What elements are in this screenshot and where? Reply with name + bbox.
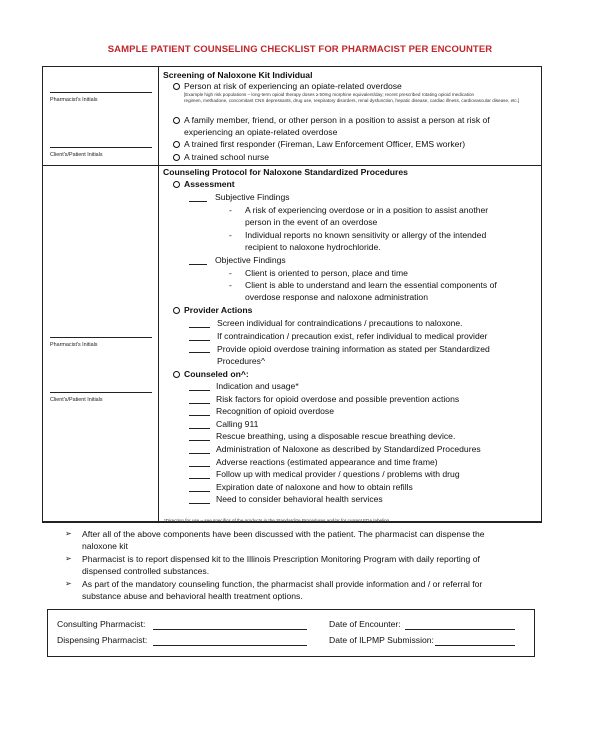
signoff-box <box>47 609 535 657</box>
note-3: As part of the mandatory counseling function, the pharmacist shall provide information and / or referral for <box>82 579 483 589</box>
counseled-on-label: Counseled on^: <box>184 369 249 379</box>
date-of-ilpmp-label: Date of ILPMP Submission: <box>329 635 434 645</box>
note-2: Pharmacist is to report dispensed kit to the Illinois Prescription Monitoring Program with daily reporting of <box>82 554 480 564</box>
date-of-encounter-field[interactable] <box>405 629 515 630</box>
provider-actions-label: Provider Actions <box>184 305 253 315</box>
counseled-check-line[interactable] <box>189 491 210 492</box>
subjective-findings: Subjective Findings <box>215 192 290 202</box>
radio-first-responder[interactable] <box>173 141 180 148</box>
radio-family-member[interactable] <box>173 117 180 124</box>
document-title: SAMPLE PATIENT COUNSELING CHECKLIST FOR PHARMACIST PER ENCOUNTER <box>107 44 493 55</box>
provider-item-3-cont: Procedures^ <box>217 356 265 366</box>
provider-item-2: If contraindication / precaution exist, refer individual to medical provider <box>217 331 488 341</box>
objective-item-2-cont: overdose response and naloxone administration <box>245 292 428 302</box>
counseled-item: Indication and usage* <box>216 381 299 391</box>
client-initials-line[interactable] <box>50 147 152 148</box>
subjective-item-2: Individual reports no known sensitivity or allergy of the intended <box>245 230 487 240</box>
counseled-item: Follow up with medical provider / questions / problems with drug <box>216 469 460 480</box>
client-initials-line-2[interactable] <box>50 392 152 393</box>
option-family-member: A family member, friend, or other person in a position to assist a person at risk of <box>184 115 490 125</box>
high-risk-note-line1: [Example high risk populations – long-term opioid therapy doses ≥ 50mg morphine equivalent/day; recent prescribed rotating opioid medication <box>184 92 475 97</box>
objective-item-1: Client is oriented to person, place and time <box>245 268 408 278</box>
option-school-nurse: A trained school nurse <box>184 152 270 162</box>
provider-item-3: Provide opioid overdose training information as stated per Standardized <box>217 344 490 354</box>
arrow-bullet-icon: ➢ <box>65 529 72 538</box>
radio-school-nurse[interactable] <box>173 154 180 161</box>
subjective-item-1-cont: person in the event of an overdose <box>245 217 378 227</box>
note-2-cont: dispensed controlled substances. <box>82 566 210 576</box>
counseled-check-line[interactable] <box>189 440 210 441</box>
objective-findings: Objective Findings <box>215 255 286 265</box>
counseled-item: Recognition of opioid overdose <box>216 406 335 417</box>
dispensing-pharmacist-label: Dispensing Pharmacist: <box>57 635 148 645</box>
subjective-item-1: A risk of experiencing overdose or in a position to assist another <box>245 205 489 215</box>
direction-footnote: *Direction for use – see specifics of the products in the Standardize Procedures and/or for current FDA labeling. <box>164 518 391 523</box>
arrow-bullet-icon: ➢ <box>65 554 72 563</box>
counseled-check-line[interactable] <box>189 503 210 504</box>
dispensing-pharmacist-field[interactable] <box>153 645 307 646</box>
note-1-cont: naloxone kit <box>82 541 128 551</box>
objective-check-line[interactable] <box>189 264 207 265</box>
date-of-encounter-label: Date of Encounter: <box>329 619 401 629</box>
subjective-item-2-cont: recipient to naloxone hydrochloride. <box>245 242 381 252</box>
option-first-responder: A trained first responder (Fireman, Law Enforcement Officer, EMS worker) <box>184 139 466 149</box>
high-risk-note-line2: regimen, methadone, concomitant CNS depressants, drug use, respiratory disorders, renal dysfunction, hepatic disease, cardiac illness, cardiovascular disease, etc.] <box>184 98 520 103</box>
counseled-item: Calling 911 <box>216 418 259 429</box>
note-3-cont: substance abuse and behavioral health treatment options. <box>82 591 303 601</box>
counseled-check-line[interactable] <box>189 415 210 416</box>
counseled-check-line[interactable] <box>189 466 210 467</box>
consulting-pharmacist-label: Consulting Pharmacist: <box>57 619 146 629</box>
pharmacist-initials-label-2: Pharmacist's Initials <box>50 342 98 348</box>
counseled-item: Risk factors for opioid overdose and possible prevention actions <box>216 393 460 404</box>
pharmacist-initials-line[interactable] <box>50 92 152 93</box>
subjective-check-line[interactable] <box>189 201 207 202</box>
provider-check-line-2[interactable] <box>189 340 210 341</box>
screening-heading: Screening of Naloxone Kit Individual <box>163 70 313 80</box>
option-family-member-cont: experiencing an opiate-related overdose <box>184 127 338 137</box>
radio-person-at-risk[interactable] <box>173 83 180 90</box>
date-of-ilpmp-field[interactable] <box>435 645 515 646</box>
note-1: After all of the above components have been discussed with the patient. The pharmacist can dispense the <box>82 529 485 539</box>
counseled-item: Expiration date of naloxone and how to obtain refills <box>216 481 413 492</box>
counseled-bullet-icon <box>173 371 180 378</box>
objective-item-2: Client is able to understand and learn the essential components of <box>245 280 497 290</box>
counseled-item: Administration of Naloxone as described by Standardized Procedures <box>216 444 481 454</box>
counseled-check-line[interactable] <box>189 478 210 479</box>
assessment-label: Assessment <box>184 179 235 189</box>
document-page: SAMPLE PATIENT COUNSELING CHECKLIST FOR PHARMACIST PER ENCOUNTER Pharmacist's Initials Client's/Patient Initials Screening of Naloxone Kit Individual Person at risk of experiencing an opiate-related overdose [Example high risk populations – long-term opioid therapy doses ≥ 50mg morphine equivalent/day; recent prescribed rotating opioid medication regimen, methadone, concomitant CNS depressants, drug use, respiratory disorders, renal dysfunction, hepatic disease, cardiac illness, cardiovascular disease, etc.] A family member, friend, or other person in a position to assist a person at risk of experiencing an opiate-related overdose A trained first responder (Fireman, Law Enforcement Officer, EMS worker) A trained school nurse Pharmacist's Initials Client's/Patient Initials Counseling Protocol for Naloxone Standardized Procedures Assessment Subjective Findings - A risk of experiencing overdose or in a position to assist another person in the event of an overdose - Individual reports no known sensitivity or allergy of the intended recipient to naloxone hydrochloride. Objective Findings - Client is oriented to person, place and time - Client is able to understand and learn the essential components of overdose response and naloxone administration Provider Actions Screen individual for contraindications / precautions to naloxone. If contraindication / precaution exist, refer individual to medical provider Provide opioid overdose training information as stated per Standardized Procedures^ Counseled on^: Indication and usage* Risk factors for opioid overdose and possible prevention actions Recognition of opioid overdose Calling 911 Rescue breathing, using a disposable rescue breathing device. Administration of Naloxone as described by Standardized Procedures Adverse reactions (estimated appearance and time frame) Follow up with medical provider / questions / problems with drug Expiration date of naloxone and how to obtain refills Need to consider behavioral health services *Direction for use – see specifics of the products in the Standardize Procedures and/or for current FDA labeling. ➢ After all of the above components have been discussed with the patient. The pharmacist can dispense the naloxone kit ➢ Pharmacist is to report dispensed kit to the Illinois Prescription Monitoring Program with daily reporting of dispensed controlled substances. ➢ As part of the mandatory counseling function, the pharmacist shall provide information and / or referral for substance abuse and behavioral health treatment options. Consulting Pharmacist: Dispensing Pharmacist: Date of Encounter: Date of ILPMP Submission: <box>0 0 600 730</box>
counseled-item: Need to consider behavioral health services <box>216 494 383 505</box>
counseled-check-line[interactable] <box>189 403 210 404</box>
consulting-pharmacist-field[interactable] <box>153 629 307 630</box>
counseled-check-line[interactable] <box>189 453 210 454</box>
column-divider <box>158 66 159 522</box>
provider-check-line-1[interactable] <box>189 327 210 328</box>
counseling-heading: Counseling Protocol for Naloxone Standardized Procedures <box>163 167 408 177</box>
provider-item-1: Screen individual for contraindications / precautions to naloxone. <box>217 318 463 328</box>
row-divider <box>42 165 542 166</box>
pharmacist-initials-line-2[interactable] <box>50 337 152 338</box>
pharmacist-initials-label: Pharmacist's Initials <box>50 97 98 103</box>
option-person-at-risk: Person at risk of experiencing an opiate-related overdose <box>184 81 402 91</box>
assessment-bullet-icon <box>173 181 180 188</box>
counseled-check-line[interactable] <box>189 390 210 391</box>
counseled-item: Adverse reactions (estimated appearance and time frame) <box>216 456 438 467</box>
counseled-check-line[interactable] <box>189 428 210 429</box>
provider-bullet-icon <box>173 307 180 314</box>
provider-check-line-3[interactable] <box>189 352 210 353</box>
arrow-bullet-icon: ➢ <box>65 579 72 588</box>
client-initials-label: Client's/Patient Initials <box>50 152 103 158</box>
client-initials-label-2: Client's/Patient Initials <box>50 397 103 403</box>
counseled-item: Rescue breathing, using a disposable rescue breathing device. <box>216 431 456 442</box>
